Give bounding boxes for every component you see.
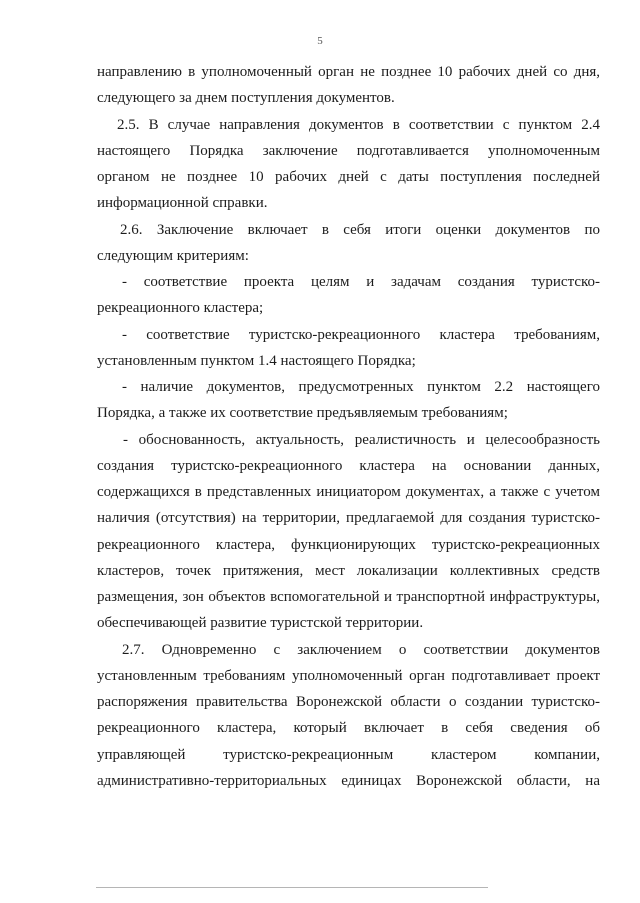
text-line: административно-территориальных единицах Воронежской области, на bbox=[97, 773, 600, 789]
text-line: обеспечивающей развитие туристской территории. bbox=[97, 615, 424, 631]
text-line: направлению в уполномоченный орган не позднее 10 рабочих дней со дня, bbox=[97, 64, 600, 80]
text-line: 2.5. В случае направления документов в соответствии с пунктом 2.4 bbox=[117, 117, 600, 133]
text-line: следующим критериям: bbox=[97, 248, 249, 264]
text-line: информационной справки. bbox=[97, 195, 268, 211]
text-line: установленным требованиям уполномоченный орган подготавливает проект bbox=[97, 668, 600, 684]
text-line: 2.6. Заключение включает в себя итоги оценки документов по bbox=[120, 222, 600, 238]
text-line: создания туристско-рекреационного кластера на основании данных, bbox=[97, 458, 600, 474]
text-line: - соответствие туристско-рекреационного кластера требованиям, bbox=[122, 327, 600, 343]
text-line: установленным пунктом 1.4 настоящего Порядка; bbox=[97, 353, 416, 369]
footer-divider bbox=[96, 887, 488, 888]
text-line: распоряжения правительства Воронежской области о создании туристско- bbox=[97, 694, 600, 710]
text-line: размещения, зон объектов вспомогательной и транспортной инфраструктуры, bbox=[97, 589, 600, 605]
text-line: кластеров, точек притяжения, мест локализации коллективных средств bbox=[97, 563, 600, 579]
text-line: содержащихся в представленных инициатором документах, а также с учетом bbox=[97, 484, 600, 500]
text-line: Порядка, а также их соответствие предъявляемым требованиям; bbox=[97, 405, 508, 421]
text-line: рекреационного кластера; bbox=[97, 300, 264, 316]
text-line: органом не позднее 10 рабочих дней с даты поступления последней bbox=[97, 169, 600, 185]
text-line: настоящего Порядка заключение подготавливается уполномоченным bbox=[97, 143, 600, 159]
text-line: наличия (отсутствия) на территории, предлагаемой для создания туристско- bbox=[97, 510, 600, 526]
text-line: следующего за днем поступления документов. bbox=[97, 90, 395, 106]
text-line: рекреационного кластера, функционирующих туристско-рекреационных bbox=[97, 537, 600, 553]
text-line: рекреационного кластера, который включает в себя сведения об bbox=[97, 720, 600, 736]
text-line: - наличие документов, предусмотренных пунктом 2.2 настоящего bbox=[122, 379, 600, 395]
text-line: - соответствие проекта целям и задачам создания туристско- bbox=[122, 274, 600, 290]
text-line: управляющей туристско-рекреационным кластером компании, bbox=[97, 747, 600, 763]
page-number: 5 bbox=[317, 35, 323, 47]
text-line: 2.7. Одновременно с заключением о соответствии документов bbox=[122, 642, 600, 658]
text-line: - обоснованность, актуальность, реалистичность и целесообразность bbox=[123, 432, 600, 448]
